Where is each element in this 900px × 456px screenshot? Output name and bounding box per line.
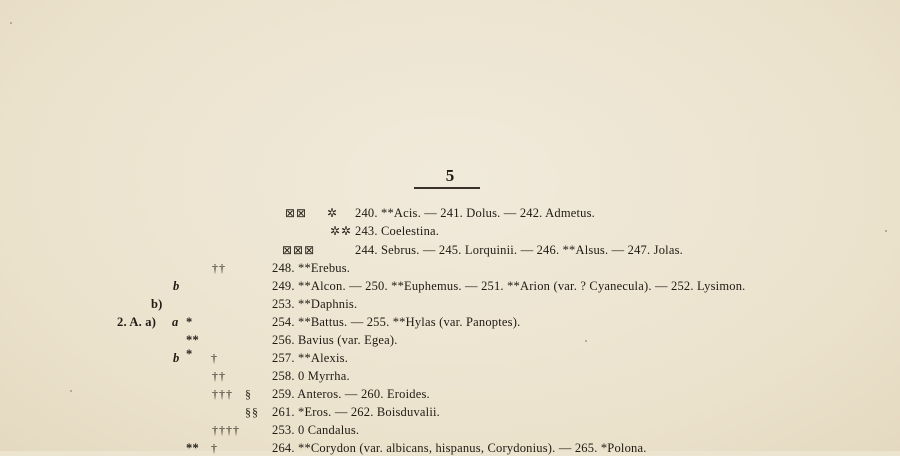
species-line: 256. Bavius (var. Egea). <box>272 333 398 347</box>
division-mark: a <box>172 315 179 329</box>
division-mark: ⊠⊠⊠ <box>282 243 316 257</box>
paper-speck <box>10 22 12 24</box>
division-mark: ✲✲ <box>330 224 353 238</box>
species-line: 261. *Eros. — 262. Boisduvalii. <box>272 405 441 419</box>
species-line: 243. Coelestina. <box>355 224 440 238</box>
species-line: 253. **Daphnis. <box>272 297 358 311</box>
division-mark: b) <box>151 297 163 311</box>
division-mark: ††† <box>212 387 233 401</box>
page-number: 5 <box>445 166 455 185</box>
division-mark: ⊠⊠ <box>285 206 308 220</box>
paper-speck <box>885 230 887 232</box>
species-line: 248. **Erebus. <box>272 261 351 275</box>
division-mark: b <box>173 279 180 293</box>
division-mark: b <box>173 351 180 365</box>
division-mark: § <box>245 387 252 401</box>
paper-speck <box>585 340 587 342</box>
division-mark: ✲ <box>327 206 339 220</box>
division-mark: † <box>211 351 218 365</box>
division-mark: †† <box>212 369 226 383</box>
species-line: 264. **Corydon (var. albicans, hispanus, Corydonius). — 265. *Polona. <box>272 441 647 455</box>
page-number-rule <box>414 187 480 189</box>
species-line: 254. **Battus. — 255. **Hylas (var. Panoptes). <box>272 315 521 329</box>
paper-speck <box>70 390 72 392</box>
species-line: 244. Sebrus. — 245. Lorquinii. — 246. **Alsus. — 247. Jolas. <box>355 243 683 257</box>
division-mark: †† <box>212 261 226 275</box>
species-line: 253. 0 Candalus. <box>272 423 360 437</box>
species-line: 257. **Alexis. <box>272 351 349 365</box>
division-mark: * <box>186 347 193 361</box>
species-line: 240. **Acis. — 241. Dolus. — 242. Admetus. <box>355 206 595 220</box>
species-line: 259. Anteros. — 260. Eroides. <box>272 387 430 401</box>
division-mark: * <box>186 315 193 329</box>
division-mark: † <box>211 441 218 455</box>
division-mark: †††† <box>212 423 240 437</box>
division-mark: ** <box>186 441 199 455</box>
species-line: 258. 0 Myrrha. <box>272 369 350 383</box>
division-mark: ** <box>186 333 199 347</box>
division-mark: §§ <box>245 405 259 419</box>
species-line: 249. **Alcon. — 250. **Euphemus. — 251. **Arion (var. ? Cyanecula). — 252. Lysimon. <box>272 279 746 293</box>
division-mark: 2. A. a) <box>117 315 157 329</box>
